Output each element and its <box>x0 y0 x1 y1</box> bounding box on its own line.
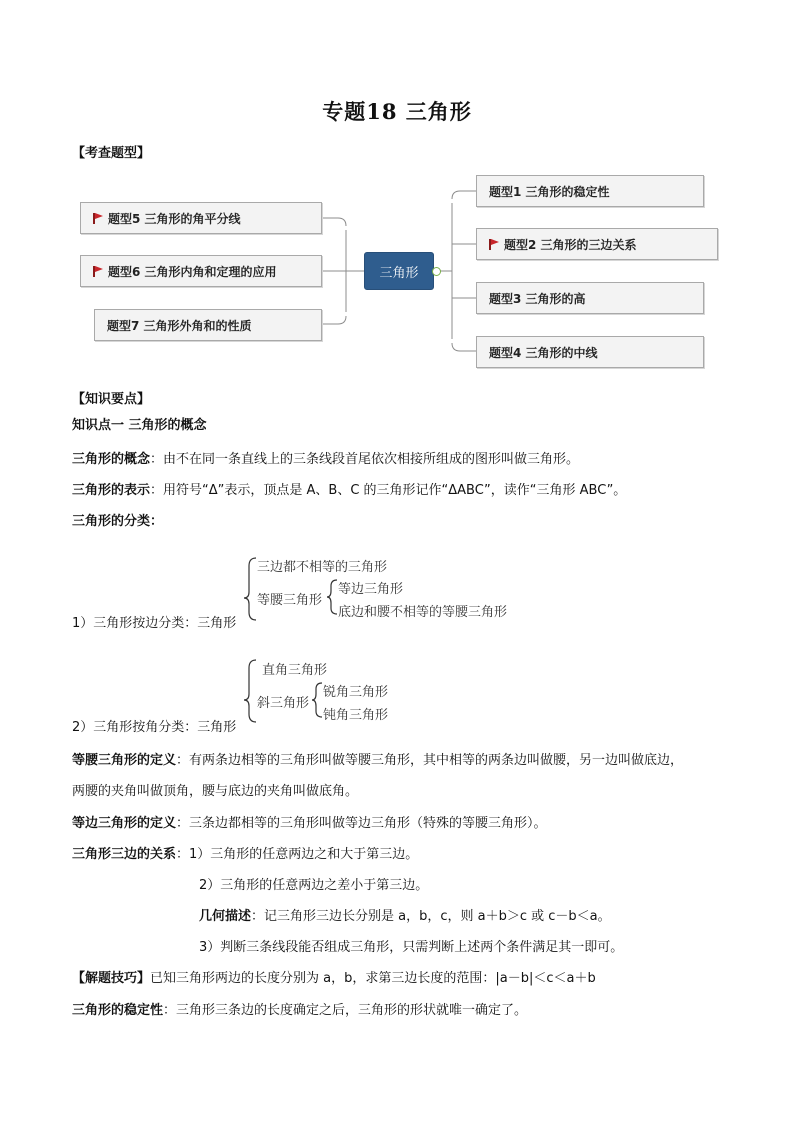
definition-text: ：由不在同一条直线上的三条线段首尾依次相接所组成的图形叫做三角形。 <box>150 452 580 467</box>
acute-triangle: 锐角三角形 <box>323 685 389 700</box>
equilateral-triangle: 等边三角形 <box>338 582 404 597</box>
definition-text: ：三条边都相等的三角形叫做等边三角形（特殊的等腰三角形）。 <box>176 816 547 831</box>
notation-paragraph <box>72 481 626 501</box>
classify-by-side-label: 1）三角形按边分类：三角形 <box>72 616 237 631</box>
term: 三角形三边的关系 <box>72 847 177 862</box>
flag-icon <box>93 213 103 224</box>
topic-node-type5[interactable] <box>80 202 322 234</box>
topic-node-type1[interactable] <box>476 175 704 207</box>
knowledge-point-title: 知识点一 三角形的概念 <box>72 418 207 433</box>
topic-node-type4[interactable] <box>476 336 704 368</box>
term: 三角形的概念 <box>72 452 151 467</box>
side-relation-line2: 2）三角形的任意两边之差小于第三边。 <box>199 878 429 893</box>
topic-label: 题型3 三角形的高 <box>489 291 586 306</box>
topic-label: 题型2 三角形的三边关系 <box>504 237 637 252</box>
term: 等腰三角形的定义 <box>72 753 177 768</box>
side-relation-geometric <box>199 907 611 927</box>
collapse-toggle-icon[interactable] <box>432 267 441 276</box>
topic-node-type6[interactable] <box>80 255 322 287</box>
term: 等边三角形的定义 <box>72 816 177 831</box>
isosceles-definition-line1 <box>72 751 683 771</box>
side-relation-line4: 3）判断三条线段能否组成三角形，只需判断上述两个条件满足其一即可。 <box>199 940 624 955</box>
scalene-triangle: 三边都不相等的三角形 <box>257 560 388 575</box>
term: 三角形的稳定性 <box>72 1003 164 1018</box>
topic-node-type3[interactable] <box>476 282 704 314</box>
side-relation-line1 <box>72 845 418 865</box>
stability-paragraph <box>72 1001 527 1021</box>
definition-text: ：有两条边相等的三角形叫做等腰三角形，其中相等的两条边叫做腰，另一边叫做底边， <box>176 753 684 768</box>
topic-label: 题型6 三角形内角和定理的应用 <box>108 264 277 279</box>
classification-title: 三角形的分类： <box>72 514 164 529</box>
tip-text: 已知三角形两边的长度分别为 a，b，求第三边长度的范围：|a－b|＜c＜a＋b <box>150 971 596 986</box>
definition-text: ：记三角形三边长分别是 a，b，c，则 a＋b＞c 或 c－b＜a。 <box>251 909 611 924</box>
topic-label: 题型7 三角形外角和的性质 <box>107 318 252 333</box>
oblique-triangle: 斜三角形 <box>257 696 310 711</box>
right-triangle: 直角三角形 <box>262 663 328 678</box>
isosceles-definition-line2: 两腰的夹角叫做顶角，腰与底边的夹角叫做底角。 <box>72 784 359 799</box>
non-equilateral-isosceles: 底边和腰不相等的等腰三角形 <box>338 605 508 620</box>
definition-text: ：用符号“Δ”表示，顶点是 A、B、C 的三角形记作“ΔABC”，读作“三角形 ABC”。 <box>150 483 627 498</box>
term: 【解题技巧】 <box>72 971 151 986</box>
section-heading-points: 【知识要点】 <box>72 392 151 407</box>
flag-icon <box>489 239 499 250</box>
topic-label: 题型4 三角形的中线 <box>489 345 598 360</box>
section-heading-types: 【考查题型】 <box>72 146 151 161</box>
equilateral-definition <box>72 814 547 834</box>
isosceles-triangle: 等腰三角形 <box>257 593 323 608</box>
solving-tip <box>72 969 596 989</box>
topic-label: 题型1 三角形的稳定性 <box>489 184 610 199</box>
term: 几何描述 <box>199 909 252 924</box>
definition-text: ：三角形三条边的长度确定之后，三角形的形状就唯一确定了。 <box>163 1003 528 1018</box>
flag-icon <box>93 266 103 277</box>
topic-node-type2[interactable] <box>476 228 718 260</box>
classify-by-angle-label: 2）三角形按角分类：三角形 <box>72 720 237 735</box>
topic-node-type7[interactable] <box>94 309 322 341</box>
definition-text: ：1）三角形的任意两边之和大于第三边。 <box>176 847 419 862</box>
term: 三角形的表示 <box>72 483 151 498</box>
page-title: 专题18 三角形 <box>322 99 472 124</box>
concept-paragraph <box>72 450 579 470</box>
topic-label: 题型5 三角形的角平分线 <box>108 211 241 226</box>
obtuse-triangle: 钝角三角形 <box>323 708 389 723</box>
mindmap-center-node[interactable]: 三角形 <box>364 252 434 290</box>
